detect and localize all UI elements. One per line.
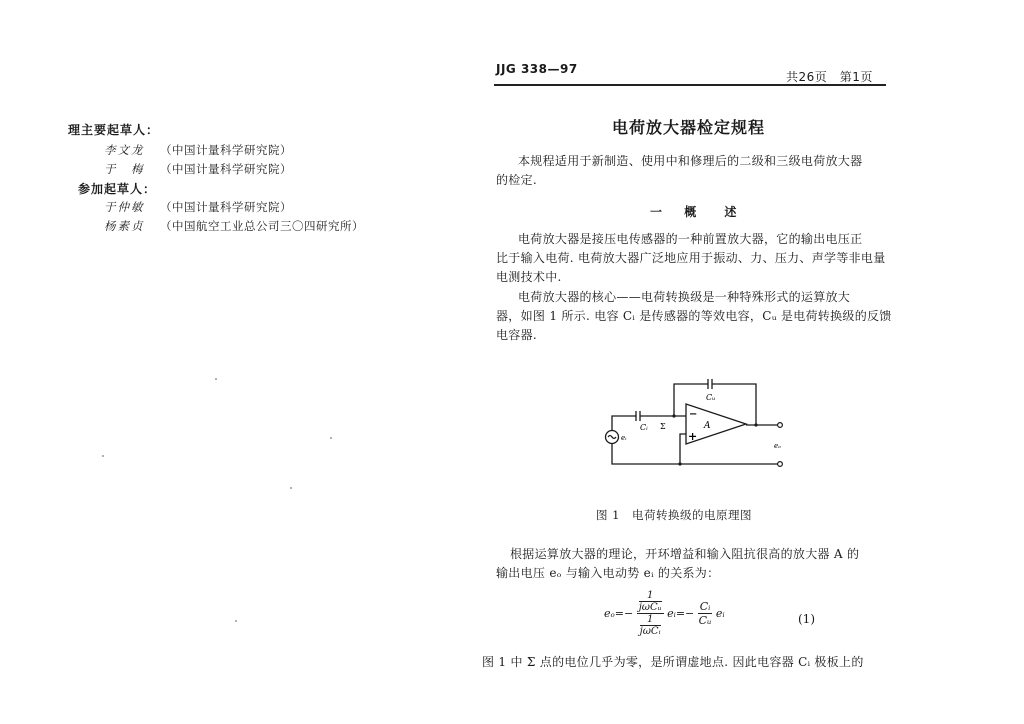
intro-line: 的检定.	[496, 173, 538, 187]
doc-code: JJG 338—97	[496, 62, 578, 76]
formula-mid: eᵢ=−	[667, 607, 695, 620]
junction-dot	[678, 462, 681, 465]
paragraph-line: 电荷放大器是接压电传感器的一种前置放大器，它的输出电压正	[518, 232, 863, 246]
drafter-row	[104, 142, 292, 158]
main-fraction	[637, 590, 664, 637]
document-title: 电荷放大器检定规程	[612, 118, 766, 137]
paragraph-line: 电容器.	[496, 328, 538, 342]
figure-caption: 图 1 电荷转换级的电原理图	[596, 508, 752, 522]
output-terminal	[778, 462, 783, 467]
section-word: 概	[684, 205, 697, 219]
scan-speck	[235, 620, 237, 622]
paragraph-line: 图 1 中 Σ 点的电位几乎为零，是所谓虚地点. 因此电容器 Cᵢ 极板上的	[482, 655, 864, 669]
drafter-name: 李文龙	[104, 143, 145, 157]
main-drafters-heading: 理主要起草人：	[68, 123, 160, 137]
label-ci: Cᵢ	[640, 423, 648, 432]
scan-speck	[330, 437, 332, 439]
ratio-bottom: Cᵤ	[698, 614, 712, 627]
wire	[612, 416, 636, 431]
section-number: 一	[650, 205, 663, 219]
sub-fraction-top: 1	[639, 590, 662, 602]
equation-1	[604, 590, 804, 640]
scan-speck	[290, 487, 292, 489]
sub-fraction-bottom: jωCᵢ	[639, 626, 661, 637]
header-rule	[494, 84, 886, 86]
sub-fraction-top: 1	[640, 614, 661, 626]
feedback-capacitor	[708, 379, 712, 389]
label-plus: +	[688, 430, 698, 443]
intro-line: 本规程适用于新制造、使用中和修理后的二级和三级电荷放大器	[518, 154, 863, 168]
junction-dot	[754, 423, 757, 426]
paragraph-line: 电测技术中.	[496, 270, 562, 284]
drafter-org: （中国计量科学研究院）	[160, 143, 292, 157]
drafter-org: （中国航空工业总公司三〇四研究所）	[160, 219, 364, 233]
paragraph-line: 输出电压 eₒ 与输入电动势 eᵢ 的关系为：	[496, 566, 720, 580]
sub-fraction	[639, 590, 662, 613]
scan-speck	[102, 455, 104, 457]
scan-speck	[215, 378, 217, 380]
section-heading	[650, 203, 736, 220]
fraction-numerator	[637, 590, 664, 614]
drafter-name: 杨素贞	[104, 219, 145, 233]
drafter-row	[104, 218, 364, 234]
fraction-denominator	[637, 614, 664, 637]
label-eo: eₒ	[774, 442, 781, 450]
formula-lhs: eₒ=−	[604, 607, 634, 620]
label-cf: Cᵤ	[706, 393, 716, 402]
sub-fraction	[640, 614, 661, 637]
equation-number: (1)	[798, 612, 815, 626]
drafter-org: （中国计量科学研究院）	[160, 200, 292, 214]
junction-dot	[672, 414, 675, 417]
drafter-row	[104, 199, 292, 215]
participating-drafters-heading: 参加起草人：	[78, 182, 157, 196]
paragraph-line: 器，如图 1 所示. 电容 Cᵢ 是传感器的等效电容，Cᵤ 是电荷转换级的反馈	[496, 309, 892, 323]
label-amplifier: A	[704, 421, 711, 431]
paragraph-line: 电荷放大器的核心——电荷转换级是一种特殊形式的运算放大	[518, 290, 851, 304]
ratio-fraction	[698, 600, 713, 627]
label-sigma: Σ	[660, 422, 666, 431]
wire	[680, 434, 686, 464]
ratio-top: Cᵢ	[699, 600, 711, 613]
drafter-org: （中国计量科学研究院）	[160, 162, 292, 176]
paragraph-line: 根据运算放大器的理论，开环增益和输入阻抗很高的放大器 A 的	[510, 547, 860, 561]
formula-rhs: eᵢ	[715, 607, 725, 620]
charge-converter-circuit	[596, 372, 796, 476]
input-capacitor	[636, 411, 640, 421]
label-ei: eᵢ	[621, 434, 627, 442]
label-minus: −	[689, 409, 698, 420]
feedback-wire	[712, 384, 756, 425]
page-info: 共26页 第1页	[786, 70, 873, 84]
drafter-name: 于 梅	[104, 162, 145, 176]
section-word: 述	[724, 205, 737, 219]
source-wave	[608, 436, 616, 439]
output-terminal	[778, 423, 783, 428]
paragraph-line: 比于输入电荷. 电荷放大器广泛地应用于振动、力、压力、声学等非电量	[496, 251, 886, 265]
drafter-name: 于仲敏	[104, 200, 145, 214]
ground-wire	[612, 444, 778, 465]
drafter-row	[104, 161, 292, 177]
sub-fraction-bottom: jωCᵤ	[638, 602, 662, 613]
